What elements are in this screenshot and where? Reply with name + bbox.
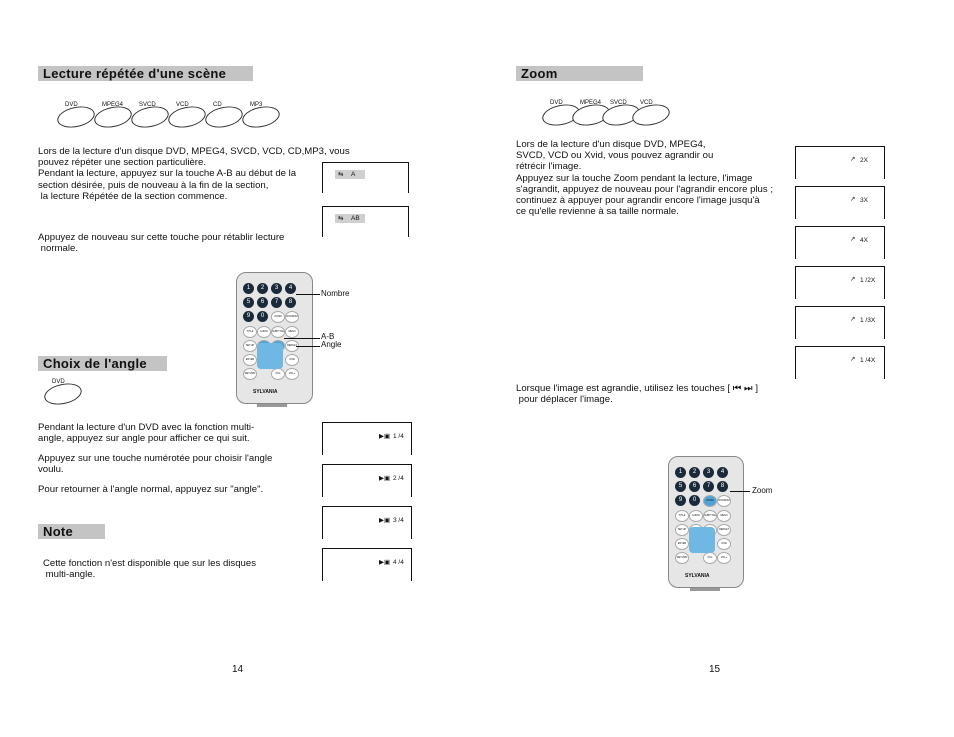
note-paragraph [43,558,256,580]
text-line: normale. [38,243,78,255]
section-title-zoom: Zoom [516,66,643,81]
remote-function-button: OSD [285,354,299,366]
remote-function-button: SETUP [243,340,257,352]
camera-icon: ▶▣ [379,517,391,524]
remote-brand-label: SYLVANIA [253,389,278,395]
screen-label-a: A [351,171,356,178]
remote-function-button: VOL+ [717,552,731,564]
remote-function-button: SUBTITLE [271,326,285,338]
zoom-icon: ↗ [850,316,856,323]
text-line: Lors de la lecture d'un disque DVD, MPEG4, [516,139,706,150]
remote-number-button: 7 [703,481,714,492]
remote-function-button: REPEAT [717,524,731,536]
text-line: Pendant la lecture d'un DVD avec la fonction multi- [38,422,255,433]
angle-paragraph-2 [38,453,272,475]
zoom-screen [795,146,885,179]
remote-function-button: RETURN [675,552,689,564]
remote-function-button: RETURN [243,368,257,380]
text-line: voulu. [38,464,64,476]
zoom-icon: ↗ [850,356,856,363]
remote-number-button: 9 [675,495,686,506]
disc-label: CD [213,102,222,108]
remote-function-button: VOL+ [285,368,299,380]
repeat-icon: ⇆ [338,171,344,178]
remote-number-button: 3 [703,467,714,478]
disc-label: VCD [176,102,189,108]
remote-function-button: SUBTITLE [703,510,717,522]
remote-number-button: 1 [675,467,686,478]
disc-label: SVCD [139,102,156,108]
remote-function-button: SETUP [675,524,689,536]
text-line: section désirée, puis de nouveau à la fin de la section, [38,179,269,191]
text-line: rétrécir l'image. [516,161,582,173]
camera-icon: ▶▣ [379,475,391,482]
camera-icon: ▶▣ [379,433,391,440]
remote-function-button: RANDOM [717,495,731,507]
repeat-paragraph [38,146,350,202]
angle-screen [322,506,412,539]
text-line: continuez à appuyer pour agrandir encore l'image jusqu'à [516,195,760,207]
remote-number-button: 3 [271,283,282,294]
text-line: la lecture Répétée de la section commence. [38,190,228,202]
remote-number-button: 8 [285,297,296,308]
disc-label: SVCD [610,100,627,106]
angle-label: 2 /4 [393,475,404,482]
text-line: pour déplacer l'image. [516,394,613,406]
repeat-icon: ⇆ [338,215,344,222]
normal-playback-paragraph [38,232,284,254]
text-line: Pour retourner à l'angle normal, appuyez sur "angle". [38,484,264,495]
disc-label: MPEG4 [102,102,124,108]
remote-number-button: 5 [675,481,686,492]
zoom-move-paragraph [516,383,758,405]
remote-number-button: 7 [271,297,282,308]
page-number-left: 14 [232,664,244,675]
camera-icon: ▶▣ [379,559,391,566]
zoom-icon: ↗ [850,276,856,283]
remote-function-button: TITLE [675,510,689,522]
callout-nombre: Nombre [321,289,350,298]
zoom-screen [795,346,885,379]
remote-function-button: VOL- [703,552,717,564]
text-line: Pendant la lecture, appuyez sur la touche A-B au début de la [38,168,297,180]
zoom-label: 2X [860,157,868,164]
remote-function-button: VOL- [271,368,285,380]
remote-function-button: REPEAT [285,340,299,352]
remote-number-button: 1 [243,283,254,294]
zoom-icon: ↗ [850,236,856,243]
callout-ab: A-B [321,332,335,341]
zoom-screen [795,226,885,259]
callout-angle: Angle [321,340,342,349]
section-title-note: Note [38,524,105,539]
remote-function-button: MENU [285,326,299,338]
angle-paragraph-3 [38,484,263,495]
screen-label-ab: AB [351,215,360,222]
remote-function-button: AUDIO [689,510,703,522]
disc-icon [203,103,244,130]
remote-function-button: OSD [717,538,731,550]
zoom-icon: ↗ [850,196,856,203]
text-line: Appuyez de nouveau sur cette touche pour rétablir lecture [38,232,285,243]
remote-number-button: 2 [689,467,700,478]
disc-label: DVD [550,100,563,106]
remote-control-image [668,456,744,588]
zoom-label: 1 /4X [860,357,876,364]
zoom-screen [795,266,885,299]
angle-screen [322,422,412,455]
remote-function-button: TITLE [243,326,257,338]
page-number-right: 15 [709,664,721,675]
zoom-label: 1 /3X [860,317,876,324]
zoom-screen [795,306,885,339]
remote-function-button: ENTER [243,354,257,366]
angle-screen [322,464,412,497]
zoom-label: 3X [860,197,868,204]
text-line: s'agrandit, appuyez de nouveau pour l'agrandir encore plus ; [516,183,774,195]
text-line: Lors de la lecture d'un disque DVD, MPEG4, SVCD, VCD, CD,MP3, vous [38,146,350,157]
remote-function-button: ENTER [675,538,689,550]
zoom-screen [795,186,885,219]
text-line: Appuyez sur une touche numérotée pour choisir l'angle [38,453,273,464]
zoom-icon: ↗ [850,156,856,163]
text-line: Lorsque l'image est agrandie, utilisez les touches [ ⏮ ⏭ ] [516,383,759,394]
remote-number-button: 6 [689,481,700,492]
angle-label: 4 /4 [393,559,404,566]
zoom-label: 4X [860,237,868,244]
remote-function-button: ZOOM [271,311,285,323]
remote-navigation-pad [689,527,715,553]
text-line: ce qu'elle revienne à sa taille normale. [516,206,679,218]
disc-label: MP3 [250,102,263,108]
text-line: multi-angle. [43,569,96,581]
section-title-angle: Choix de l'angle [38,356,167,371]
text-line: SVCD, VCD ou Xvid, vous pouvez agrandir ou [516,150,714,162]
zoom-paragraph [516,139,773,217]
remote-number-button: 2 [257,283,268,294]
text-line: pouvez répéter une section particulière. [38,157,206,169]
remote-brand-label: SYLVANIA [685,573,710,579]
screen-preview-a [322,162,409,193]
callout-zoom: Zoom [752,486,773,495]
remote-number-button: 4 [717,467,728,478]
remote-number-button: 8 [717,481,728,492]
angle-paragraph-1 [38,422,254,444]
angle-label: 3 /4 [393,517,404,524]
remote-function-button: ZOOM [703,495,717,507]
zoom-label: 1 /2X [860,277,876,284]
remote-function-button: AUDIO [257,326,271,338]
remote-function-button: RANDOM [285,311,299,323]
disc-label: DVD [52,379,65,385]
remote-number-button: 9 [243,311,254,322]
disc-label: MPEG4 [580,100,602,106]
text-line: angle, appuyez sur angle pour afficher ce qui suit. [38,433,250,445]
remote-number-button: 6 [257,297,268,308]
remote-number-button: 5 [243,297,254,308]
angle-screen [322,548,412,581]
text-line: Appuyez sur la touche Zoom pendant la lecture, l'image [516,172,753,184]
remote-number-button: 0 [257,311,268,322]
remote-number-button: 0 [689,495,700,506]
disc-label: DVD [65,102,78,108]
remote-navigation-pad [257,343,283,369]
angle-label: 1 /4 [393,433,404,440]
screen-preview-ab [322,206,409,237]
text-line: Cette fonction n'est disponible que sur les disques [43,558,257,569]
section-title-repeat: Lecture répétée d'une scène [38,66,253,81]
remote-number-button: 4 [285,283,296,294]
remote-function-button: MENU [717,510,731,522]
disc-label: VCD [640,100,653,106]
